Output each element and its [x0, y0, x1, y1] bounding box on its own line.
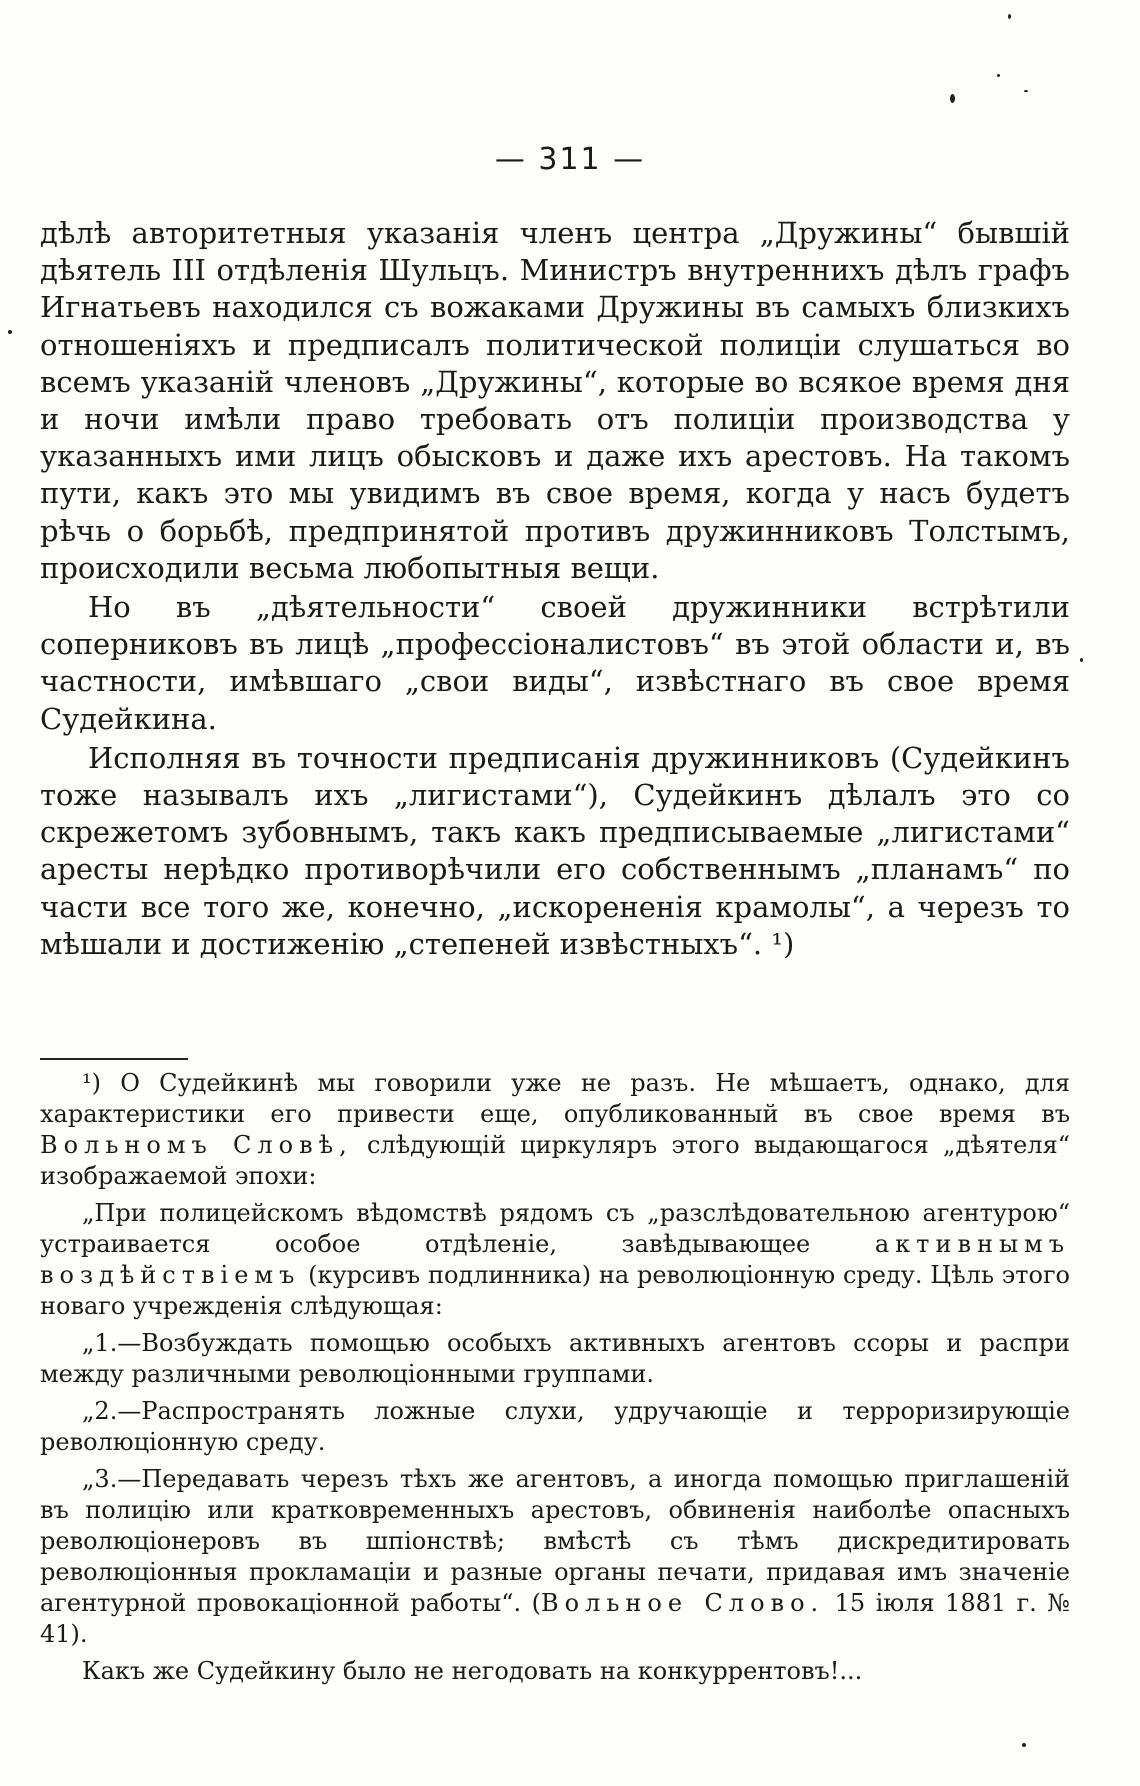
paragraph-1: дѣлѣ авторитетныя указанія членъ центра „Дружины“ бывшій дѣятель III отдѣленія Шульцъ. Министръ внутреннихъ дѣлъ графъ Игнатьевъ находился съ вожаками Дружины въ самыхъ близкихъ отношеніяхъ и предписалъ политической полиціи слушаться во всемъ указаній членовъ „Дружины“, которые во всякое время дня и ночи имѣли право требовать отъ полиціи производства у указанныхъ ими лицъ обысковъ и даже ихъ арестовъ. На такомъ пути, какъ это мы увидимъ въ свое время, когда у насъ будетъ рѣчь о борьбѣ, предпринятой противъ дружинниковъ Толстымъ, происходили весьма любопытныя вещи.: [40, 216, 1070, 585]
footnote-marker: ¹): [82, 1069, 101, 1097]
paragraph-3-text: Исполняя въ точности предписанія дружинниковъ (Судейкинъ тоже называлъ ихъ „лигистами“), Судейкинъ дѣлалъ это со скрежетомъ зубовнымъ, такъ какъ предписываемые „лигистами“ аресты нерѣдко противорѣчили его собственнымъ „планамъ“ по части все того же, конечно, „искорененія крамолы“, а черезъ то мѣшали и достиженію „степеней извѣстныхъ“.: [40, 740, 1070, 961]
footnote-intro-after: слѣдующій циркуляръ этого выдающагося „дѣятеля“ изображаемой эпохи:: [40, 1131, 1070, 1190]
paragraph-3: [40, 740, 1070, 963]
footnote-item-3-source: Вольное Слово.: [540, 1589, 825, 1617]
print-speck: [1022, 1743, 1026, 1747]
footnote-item-3-date: 15 іюля 1881 г. № 41).: [40, 1589, 1070, 1648]
footnote-quote: [40, 1198, 1070, 1322]
footnote-item-3-text: „3.—Передавать черезъ тѣхъ же агентовъ, а иногда помощью приглашеній въ полицію или кратковременныхъ арестовъ, обвиненія наиболѣе опасныхъ революціонеровъ въ шпіонствѣ; вмѣстѣ съ тѣмъ дискредитировать революціонныя прокламаціи и разные органы печати, придавая имъ значеніе агентурной провокаціонной работы“. (: [40, 1465, 1070, 1617]
print-speck: [8, 330, 12, 334]
footnote: [40, 1068, 1070, 1693]
footnote-item-2: „2.—Распространять ложные слухи, удручающіе и терроризирующіе революціонную среду.: [40, 1397, 1070, 1456]
footnote-intro: [40, 1068, 1070, 1192]
print-speck: [950, 94, 955, 103]
footnote-intro-before: О Судейкинѣ мы говорили уже не разъ. Не мѣшаетъ, однако, для характеристики его привести еще, опубликованный въ свое время въ: [40, 1069, 1070, 1128]
footnote-source-title: Вольномъ Словѣ,: [40, 1131, 353, 1159]
footnote-item-1: „1.—Возбуждать помощью особыхъ активныхъ агентовъ ссоры и распри между различными революціонными группами.: [40, 1329, 1070, 1388]
footnote-divider: [40, 1058, 188, 1060]
paragraph-2: Но въ „дѣятельности“ своей дружинники встрѣтили соперниковъ въ лицѣ „профессіоналистовъ“ въ этой области и, въ частности, имѣвшаго „свои виды“, извѣстнаго въ свое время Судейкина.: [40, 590, 1070, 736]
print-speck: [1024, 90, 1028, 92]
print-speck: [997, 74, 1000, 77]
print-speck: [1080, 658, 1083, 662]
footnote-quote-emphasis: активнымъ воздѣйствіемъ: [40, 1230, 1070, 1289]
print-speck: [1008, 14, 1011, 19]
footnote-item-3: [40, 1464, 1070, 1650]
footnote-reference[interactable]: ¹): [771, 926, 795, 961]
footnote-closing: Какъ же Судейкину было не негодовать на конкуррентовъ!...: [82, 1657, 863, 1685]
footnote-quote-after: (курсивъ подлинника) на революціонную среду. Цѣль этого новаго учрежденія слѣдующая:: [40, 1261, 1070, 1320]
page-number: — 311 —: [494, 142, 646, 177]
main-text: [40, 215, 1070, 965]
footnote-quote-before: „При полицейскомъ вѣдомствѣ рядомъ съ „разслѣдовательною агентурою“ устраивается особое отдѣленіе, завѣдывающее: [40, 1199, 1070, 1258]
